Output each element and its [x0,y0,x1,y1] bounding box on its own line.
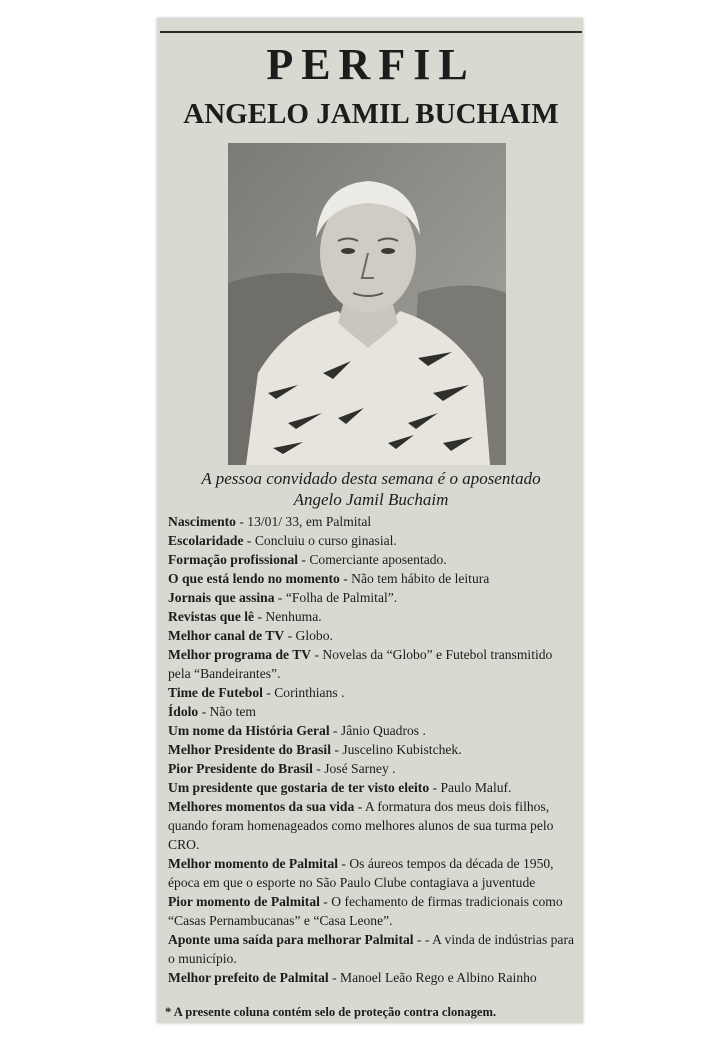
entry-escolaridade [168,531,578,550]
entry-value: - Juscelino Kubistchek. [331,742,462,757]
entry-melhor-prefeito [168,968,578,987]
entry-pior-momento-palmital [168,892,578,930]
entry-label: Formação profissional [168,552,299,567]
entry-saida-palmital [168,930,578,968]
entry-label: Melhor canal de TV [168,628,285,643]
entry-value: - Globo. [284,628,333,643]
entry-label: Aponte uma saída para melhorar Palmital [168,932,414,947]
entry-jornais [168,588,578,607]
entry-value: - Os áureos tempos da década de 1950, época em que o esporte no São Paulo Clube contagiava a juventude [168,856,554,890]
entry-value: - Paulo Maluf. [429,780,512,795]
caption-line-1: A pessoa convidado desta semana é o aposentado [201,469,541,488]
footnote: * A presente coluna contém selo de proteção contra clonagem. [165,1005,497,1019]
portrait-photo-icon [228,143,506,465]
entry-label: Melhores momentos da sua vida [168,799,355,814]
caption-line-2: Angelo Jamil Buchaim [293,490,449,509]
entry-value: - Concluiu o curso ginasial. [243,533,397,548]
entry-formacao [168,550,578,569]
entry-label: Melhor Presidente do Brasil [168,742,331,757]
portrait-photo [228,143,506,465]
entry-melhores-momentos [168,797,578,854]
entry-value: - Não tem [198,704,256,719]
entry-label: Revistas que lê [168,609,255,624]
entry-melhor-presidente [168,740,578,759]
entry-label: Time de Futebol [168,685,263,700]
entry-label: Pior Presidente do Brasil [168,761,313,776]
entry-value: - - A vinda de indústrias para o município. [168,932,575,966]
entry-time [168,683,578,702]
column-title: PERFIL [266,40,476,89]
entry-value: - “Folha de Palmital”. [274,590,398,605]
photo-caption [160,468,582,510]
entry-label: Melhor programa de TV [168,647,312,662]
entry-value: - Nenhuma. [254,609,322,624]
entry-label: Melhor prefeito de Palmital [168,970,329,985]
entry-revistas [168,607,578,626]
entry-value: - Novelas da “Globo” e Futebol transmitido pela “Bandeirantes”. [168,647,553,681]
entry-value: - Comerciante aposentado. [298,552,447,567]
entry-label: Pior momento de Palmital [168,894,320,909]
entry-value: - O fechamento de firmas tradicionais como “Casas Pernambucanas” e “Casa Leone”. [168,894,563,928]
entry-value: - José Sarney . [312,761,396,776]
entry-value: - A formatura dos meus dois filhos, quando foram homenageados como melhores alunos de sua turma pelo CRO. [168,799,554,852]
entry-label: Escolaridade [168,533,244,548]
entry-label: Nascimento [168,514,236,529]
entry-value: - Corinthians . [262,685,345,700]
entry-label: Melhor momento de Palmital [168,856,339,871]
entry-presidente-eleito [168,778,578,797]
entry-value: - Manoel Leão Rego e Albino Rainho [328,970,537,985]
entry-label: O que está lendo no momento [168,571,340,586]
top-rule [160,31,582,33]
entry-label: Um nome da História Geral [168,723,330,738]
profile-entries [168,512,578,987]
entry-historia-geral [168,721,578,740]
entry-value: - Não tem hábito de leitura [339,571,490,586]
entry-value: - Jânio Quadros . [329,723,426,738]
entry-value: - 13/01/ 33, em Palmital [235,514,372,529]
entry-label: Jornais que assina [168,590,275,605]
entry-lendo [168,569,578,588]
entry-nascimento [168,512,578,531]
entry-pior-presidente [168,759,578,778]
entry-idolo [168,702,578,721]
entry-melhor-momento-palmital [168,854,578,892]
entry-programa-tv [168,645,578,683]
entry-canal-tv [168,626,578,645]
profile-name: ANGELO JAMIL BUCHAIM [183,98,559,130]
entry-label: Um presidente que gostaria de ter visto eleito [168,780,430,795]
entry-label: Ídolo [168,704,199,719]
